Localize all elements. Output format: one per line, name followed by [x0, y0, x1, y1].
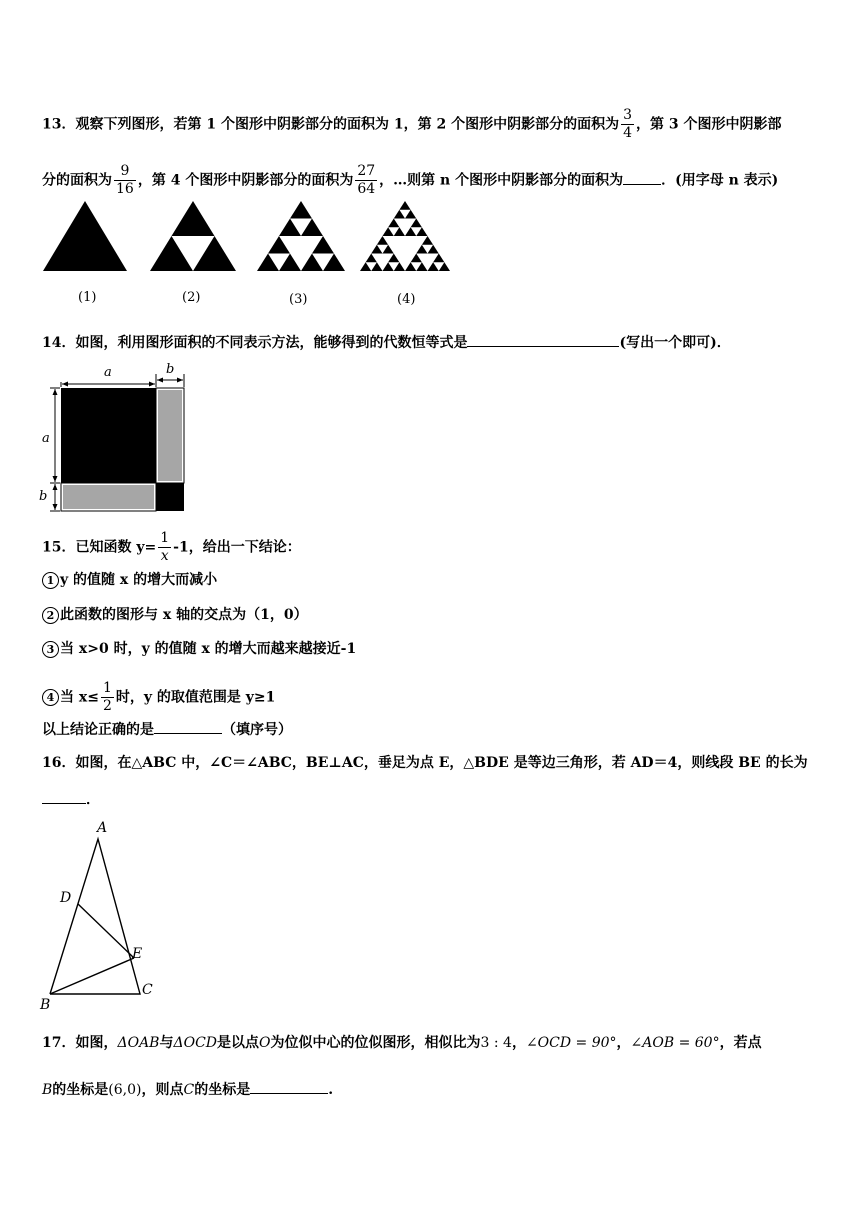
q17-text7: ，若点: [719, 1035, 762, 1051]
label-A: A: [97, 820, 108, 836]
arrow-head: [53, 504, 58, 510]
q17-point-o: O: [259, 1035, 271, 1051]
q17-coord-b: (6,0): [108, 1082, 142, 1098]
q16-text1: 如图，在△ABC 中，∠C＝∠ABC，BE⊥AC，垂足为点 E，△BDE 是等边三角形，若 AD＝4，则线段 BE 的长为: [75, 755, 808, 771]
q17-triangle-oab: ΔOAB: [117, 1035, 160, 1051]
q16-answer-blank[interactable]: [42, 789, 86, 804]
q15-item1-text: y 的值随 x 的增大而减小: [60, 572, 218, 588]
q15-number: 15．: [42, 539, 76, 556]
q13-line1: [42, 107, 838, 142]
q15-item4-fraction: [101, 680, 114, 715]
q17-line1: [42, 1033, 838, 1053]
rect-b-by-a-bottom: [63, 485, 154, 509]
q15-frac-den: x: [160, 548, 169, 564]
q15-fraction-1-x: [158, 530, 171, 565]
q13-text1: 观察下列图形，若第 1 个图形中阴影部分的面积为 1，第 2 个图形中阴影部分的面积为: [75, 116, 620, 133]
q13-label-3: (3): [289, 292, 308, 307]
segment-de: [78, 904, 134, 958]
q14-number: 14．: [42, 335, 76, 351]
label-a-left: a: [42, 431, 50, 446]
arrow-head: [53, 389, 58, 395]
q13-answer-blank[interactable]: [623, 170, 661, 185]
q15-text3: 以上结论正确的是: [42, 722, 154, 738]
q17-text5: ，: [511, 1035, 526, 1051]
q17-text3: 是以点: [217, 1035, 260, 1051]
q15-item-3: [42, 639, 838, 659]
label-a-top: a: [104, 365, 112, 380]
q15-item3-mark: 3: [42, 641, 59, 658]
q13-frac1-den: 4: [623, 125, 632, 141]
q17-line2: [42, 1079, 838, 1100]
black-triangle: [43, 201, 127, 271]
q17-angle-ocd: ∠OCD = 90°: [525, 1035, 617, 1051]
q13-text6: ．(用字母 n 表示): [661, 172, 779, 189]
q17-number: 17．: [42, 1035, 76, 1051]
q15-answer-line: [42, 719, 838, 740]
q13-sierpinski-figure: [40, 197, 464, 309]
q13-label-1: (1): [78, 290, 97, 305]
arrow-head: [149, 382, 155, 387]
q17-text11: .: [328, 1082, 334, 1098]
q14-square-figure: [36, 360, 190, 516]
q13-fraction-27-64: [355, 163, 377, 198]
q13-fraction-9-16: [114, 163, 136, 198]
q17-ratio: 3 : 4: [480, 1035, 512, 1051]
label-C: C: [142, 982, 153, 998]
q14-line1: [42, 332, 838, 353]
q17-text9: ，则点: [141, 1082, 184, 1098]
q15-item4-frac-num: 1: [102, 680, 112, 696]
q16-number: 16．: [42, 755, 76, 771]
q17-text8: 的坐标是: [52, 1082, 109, 1098]
q13-text5: ，…则第 n 个图形中阴影部分的面积为: [379, 172, 624, 189]
q13-text2: ，第 3 个图形中阴影部: [636, 116, 782, 133]
triangle-abc: [50, 839, 143, 994]
q15-frac-num: 1: [160, 530, 170, 546]
q13-text3: 分的面积为: [42, 172, 112, 189]
q17-text1: 如图，: [75, 1035, 118, 1051]
q15-item2-text: 此函数的图形与 x 轴的交点为（1，0）: [60, 607, 308, 623]
q15-item1-mark: 1: [42, 572, 59, 589]
q15-text1: 已知函数 y=: [75, 539, 157, 556]
arrow-head: [53, 484, 58, 490]
q15-item-2: [42, 605, 838, 625]
q15-item3-text: 当 x>0 时，y 的值随 x 的增大而越来越接近-1: [60, 641, 357, 657]
q13-label-4: (4): [397, 292, 416, 307]
label-E: E: [132, 946, 143, 962]
q15-item4-text-b: 时，y 的取值范围是 y≥1: [115, 689, 276, 706]
q17-angle-aob: ∠AOB = 60°: [630, 1035, 720, 1051]
sierpinski-triangles: [43, 201, 450, 271]
q17-text6: ，: [616, 1035, 631, 1051]
q17-text10: 的坐标是: [194, 1082, 251, 1098]
q14-text2: (写出一个即可)．: [619, 335, 731, 351]
q15-text4: （填序号）: [222, 722, 292, 738]
q16-text2: ．: [86, 792, 100, 808]
label-B: B: [40, 997, 51, 1012]
label-D: D: [60, 890, 72, 906]
q15-answer-blank[interactable]: [154, 719, 222, 734]
q13-frac3-num: 27: [357, 163, 376, 179]
q13-fraction-3-4: [621, 107, 634, 142]
arrow-head: [157, 378, 163, 383]
q15-item-4: [42, 680, 838, 715]
rect-a-by-b-right: [158, 390, 182, 481]
q13-text4: ，第 4 个图形中阴影部分的面积为: [137, 172, 354, 189]
q13-frac1-num: 3: [623, 107, 632, 123]
q17-text4: 为位似中心的位似图形，相似比为: [270, 1035, 481, 1051]
q17-triangle-ocd: ΔOCD: [173, 1035, 218, 1051]
q17-point-c: C: [183, 1082, 195, 1098]
q16-triangle-figure: [36, 816, 160, 1012]
q16-line1: [42, 753, 838, 773]
label-b-top: b: [166, 362, 175, 377]
q17-point-b: B: [42, 1082, 53, 1098]
q15-item4-text-a: 当 x≤: [60, 689, 99, 706]
q13-number: 13．: [42, 116, 76, 133]
q15-text2: -1，给出一下结论：: [173, 539, 301, 556]
q15-item4-mark: 4: [42, 689, 59, 706]
q15-item2-mark: 2: [42, 607, 59, 624]
arrow-head: [62, 382, 68, 387]
q17-answer-blank[interactable]: [250, 1079, 328, 1094]
q13-line2: [42, 163, 838, 198]
q13-label-2: (2): [182, 290, 201, 305]
arrow-head: [177, 378, 183, 383]
q13-frac2-num: 9: [114, 163, 136, 181]
q14-answer-blank[interactable]: [467, 332, 619, 347]
q15-line1: [42, 530, 838, 565]
q13-frac2-den: 16: [116, 181, 134, 197]
square-a-by-a: [61, 388, 156, 483]
q17-text2: 与: [159, 1035, 174, 1051]
label-b-left: b: [39, 489, 48, 504]
segment-be: [50, 958, 134, 994]
q13-frac3-den: 64: [357, 181, 376, 197]
square-b-by-b: [156, 483, 184, 511]
q15-item-1: [42, 570, 838, 590]
q16-line2: [42, 789, 838, 810]
q15-item4-frac-den: 2: [102, 698, 112, 714]
q14-text1: 如图，利用图形面积的不同表示方法，能够得到的代数恒等式是: [75, 335, 468, 351]
arrow-head: [53, 476, 58, 482]
